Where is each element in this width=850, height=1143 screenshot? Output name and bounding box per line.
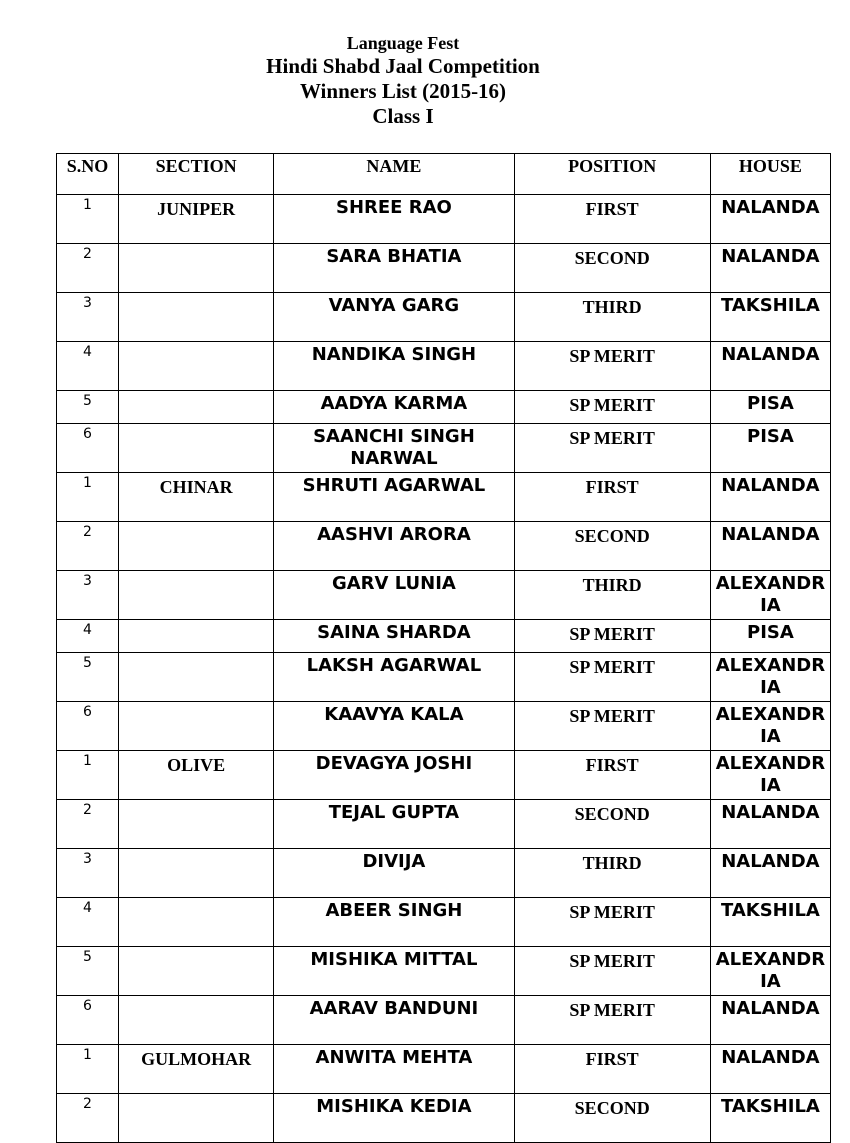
- cell-position: SP MERIT: [514, 947, 710, 996]
- cell-section: [119, 391, 274, 424]
- cell-house: NALANDA: [710, 800, 830, 849]
- cell-position: SP MERIT: [514, 424, 710, 473]
- cell-sno: 5: [57, 947, 119, 996]
- cell-section: [119, 424, 274, 473]
- cell-position: SP MERIT: [514, 620, 710, 653]
- cell-name: MISHIKA KEDIA: [274, 1094, 514, 1143]
- cell-house: ALEXANDRIA: [710, 571, 830, 620]
- cell-section: GULMOHAR: [119, 1045, 274, 1094]
- cell-position: SECOND: [514, 1094, 710, 1143]
- cell-section: [119, 800, 274, 849]
- table-row: [57, 195, 831, 244]
- cell-sno: 1: [57, 751, 119, 800]
- cell-house: NALANDA: [710, 849, 830, 898]
- table-row: [57, 653, 831, 702]
- cell-sno: 1: [57, 473, 119, 522]
- cell-name: DEVAGYA JOSHI: [274, 751, 514, 800]
- cell-sno: 4: [57, 620, 119, 653]
- cell-name: AADYA KARMA: [274, 391, 514, 424]
- cell-section: [119, 293, 274, 342]
- cell-sno: 1: [57, 1045, 119, 1094]
- cell-section: [119, 702, 274, 751]
- cell-sno: 6: [57, 996, 119, 1045]
- cell-position: SP MERIT: [514, 898, 710, 947]
- cell-house: TAKSHILA: [710, 898, 830, 947]
- cell-house: ALEXANDRIA: [710, 653, 830, 702]
- cell-name: NANDIKA SINGH: [274, 342, 514, 391]
- cell-section: CHINAR: [119, 473, 274, 522]
- cell-sno: 6: [57, 702, 119, 751]
- cell-name: MISHIKA MITTAL: [274, 947, 514, 996]
- table-row: [57, 849, 831, 898]
- cell-position: SECOND: [514, 800, 710, 849]
- table-row: [57, 522, 831, 571]
- column-header-section: SECTION: [119, 154, 274, 195]
- cell-name: ABEER SINGH: [274, 898, 514, 947]
- cell-house: NALANDA: [710, 473, 830, 522]
- cell-section: [119, 571, 274, 620]
- cell-position: THIRD: [514, 849, 710, 898]
- cell-name: SAANCHI SINGH NARWAL: [274, 424, 514, 473]
- cell-sno: 3: [57, 293, 119, 342]
- table-row: [57, 1094, 831, 1143]
- cell-sno: 2: [57, 800, 119, 849]
- cell-name: GARV LUNIA: [274, 571, 514, 620]
- cell-position: SP MERIT: [514, 702, 710, 751]
- table-row: [57, 996, 831, 1045]
- cell-house: NALANDA: [710, 1045, 830, 1094]
- cell-section: [119, 342, 274, 391]
- column-header-position: POSITION: [514, 154, 710, 195]
- cell-position: THIRD: [514, 571, 710, 620]
- table-row: [57, 1045, 831, 1094]
- table-row: [57, 898, 831, 947]
- cell-name: KAAVYA KALA: [274, 702, 514, 751]
- cell-position: SP MERIT: [514, 653, 710, 702]
- cell-sno: 3: [57, 571, 119, 620]
- column-header-house: HOUSE: [710, 154, 830, 195]
- cell-section: [119, 849, 274, 898]
- table-row: [57, 702, 831, 751]
- table-row: [57, 751, 831, 800]
- cell-house: PISA: [710, 620, 830, 653]
- cell-position: SECOND: [514, 244, 710, 293]
- cell-position: SP MERIT: [514, 391, 710, 424]
- cell-section: [119, 620, 274, 653]
- cell-name: ANWITA MEHTA: [274, 1045, 514, 1094]
- cell-sno: 6: [57, 424, 119, 473]
- table-body: [57, 195, 831, 1143]
- cell-sno: 1: [57, 195, 119, 244]
- table-header-row: [57, 154, 831, 195]
- cell-house: ALEXANDRIA: [710, 751, 830, 800]
- winners-table: [56, 153, 831, 1143]
- cell-section: OLIVE: [119, 751, 274, 800]
- cell-house: NALANDA: [710, 996, 830, 1045]
- cell-name: VANYA GARG: [274, 293, 514, 342]
- column-header-name: NAME: [274, 154, 514, 195]
- cell-sno: 2: [57, 244, 119, 293]
- cell-name: TEJAL GUPTA: [274, 800, 514, 849]
- cell-sno: 2: [57, 522, 119, 571]
- cell-house: TAKSHILA: [710, 293, 830, 342]
- cell-section: [119, 653, 274, 702]
- cell-house: PISA: [710, 391, 830, 424]
- cell-name: AARAV BANDUNI: [274, 996, 514, 1045]
- table-row: [57, 571, 831, 620]
- table-row: [57, 244, 831, 293]
- class-title: Class I: [372, 104, 434, 128]
- cell-house: ALEXANDRIA: [710, 702, 830, 751]
- cell-position: SP MERIT: [514, 996, 710, 1045]
- event-title: Language Fest: [346, 33, 460, 53]
- table-row: [57, 342, 831, 391]
- table-row: [57, 473, 831, 522]
- cell-house: NALANDA: [710, 522, 830, 571]
- table-row: [57, 391, 831, 424]
- list-title: Winners List (2015-16): [299, 79, 507, 103]
- cell-house: ALEXANDRIA: [710, 947, 830, 996]
- cell-name: SARA BHATIA: [274, 244, 514, 293]
- table-row: [57, 800, 831, 849]
- cell-sno: 4: [57, 898, 119, 947]
- cell-name: SHRUTI AGARWAL: [274, 473, 514, 522]
- cell-sno: 2: [57, 1094, 119, 1143]
- table-row: [57, 293, 831, 342]
- cell-house: NALANDA: [710, 342, 830, 391]
- cell-sno: 4: [57, 342, 119, 391]
- cell-position: FIRST: [514, 473, 710, 522]
- cell-name: DIVIJA: [274, 849, 514, 898]
- cell-position: FIRST: [514, 195, 710, 244]
- cell-name: SHREE RAO: [274, 195, 514, 244]
- cell-sno: 5: [57, 391, 119, 424]
- cell-section: [119, 522, 274, 571]
- competition-title: Hindi Shabd Jaal Competition: [266, 54, 540, 78]
- cell-house: TAKSHILA: [710, 1094, 830, 1143]
- cell-name: AASHVI ARORA: [274, 522, 514, 571]
- cell-section: [119, 244, 274, 293]
- column-header-sno: S.NO: [57, 154, 119, 195]
- table-row: [57, 424, 831, 473]
- cell-position: THIRD: [514, 293, 710, 342]
- cell-section: [119, 1094, 274, 1143]
- cell-section: JUNIPER: [119, 195, 274, 244]
- cell-position: FIRST: [514, 751, 710, 800]
- cell-section: [119, 898, 274, 947]
- cell-house: PISA: [710, 424, 830, 473]
- cell-position: FIRST: [514, 1045, 710, 1094]
- cell-sno: 5: [57, 653, 119, 702]
- cell-section: [119, 947, 274, 996]
- cell-position: SP MERIT: [514, 342, 710, 391]
- cell-section: [119, 996, 274, 1045]
- cell-sno: 3: [57, 849, 119, 898]
- table-row: [57, 620, 831, 653]
- table-row: [57, 947, 831, 996]
- cell-house: NALANDA: [710, 244, 830, 293]
- cell-name: LAKSH AGARWAL: [274, 653, 514, 702]
- document-header: [0, 32, 806, 129]
- cell-position: SECOND: [514, 522, 710, 571]
- cell-name: SAINA SHARDA: [274, 620, 514, 653]
- cell-house: NALANDA: [710, 195, 830, 244]
